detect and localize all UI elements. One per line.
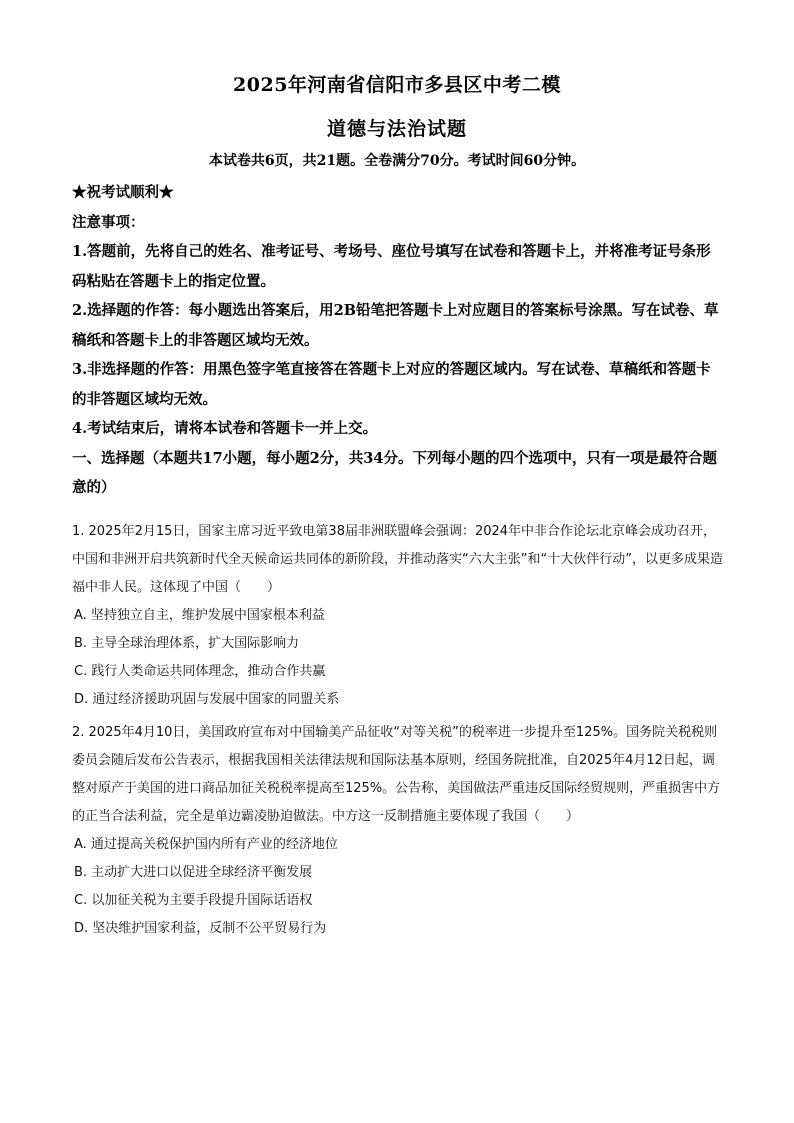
option-a: A. 坚持独立自主，维护发展中国家根本利益: [74, 608, 325, 623]
option-b: B. 主动扩大进口以促进全球经济平衡发展: [74, 865, 313, 880]
question-1: [72, 518, 724, 714]
questions-section: [72, 518, 724, 945]
note-item: 2.选择题的作答：每小题选出答案后，用2B铅笔把答题卡上对应题目的答案标号涂黑。写在试卷、草稿纸和答题卡上的非答题区域均无效。: [72, 302, 719, 349]
note-item: 1.答题前，先将自己的姓名、准考证号、考场号、座位号填写在试卷和答题卡上，并将准考证号条形码粘贴在答题卡上的指定位置。: [72, 243, 711, 290]
exam-title: 2025年河南省信阳市多县区中考二模: [233, 74, 561, 96]
option-a: A. 通过提高关税保护国内所有产业的经济地位: [74, 837, 338, 852]
notes-heading: 注意事项：: [72, 213, 145, 231]
question-stem: 2. 2025年4月10日，美国政府宣布对中国输美产品征收“对等关税”的税率进一步提升至125%。国务院关税税则委员会随后发布公告表示，根据我国相关法律法规和国际法基本原则，经国务院批准，自2025年4月12日起，调整对原产于美国的进口商品加征关税税率提高至125%。公告称，美国做法严重违反国际经贸规则，严重损害中方的正当合法利益，完全是单边霸凌胁迫做法。中方这一反制措施主要体现了我国（ ）: [72, 725, 721, 824]
question-stem: 1. 2025年2月15日，国家主席习近平致电第38届非洲联盟峰会强调：2024年中非合作论坛北京峰会成功召开，中国和非洲开启共筑新时代全天候命运共同体的新阶段，并推动落实“六大主张”和“十大伙伴行动”，以更多成果造福中非人民。这体现了中国（ ）: [72, 524, 723, 595]
option-c: C. 践行人类命运共同体理念，推动合作共赢: [74, 664, 326, 679]
exam-meta: 本试卷共6页，共21题。全卷满分70分。考试时间60分钟。: [208, 153, 586, 169]
exam-subject: 道德与法治试题: [326, 118, 467, 140]
note-item: 3.非选择题的作答：用黑色签字笔直接答在答题卡上对应的答题区域内。写在试卷、草稿纸和答题卡的非答题区域均无效。: [72, 361, 711, 408]
question-2: [72, 719, 724, 943]
wish-line: ★祝考试顺利★: [72, 184, 174, 201]
section-heading: 一、选择题（本题共17小题，每小题2分，共34分。下列每小题的四个选项中，只有一项是最符合题意的）: [72, 449, 717, 496]
option-c: C. 以加征关税为主要手段提升国际话语权: [74, 893, 313, 908]
option-d: D. 坚决维护国家利益，反制不公平贸易行为: [74, 921, 327, 936]
option-d: D. 通过经济援助巩固与发展中国家的同盟关系: [74, 692, 340, 707]
option-b: B. 主导全球治理体系，扩大国际影响力: [74, 636, 300, 651]
note-item: 4.考试结束后，请将本试卷和答题卡一并上交。: [72, 420, 378, 437]
notes-section: [72, 178, 722, 503]
